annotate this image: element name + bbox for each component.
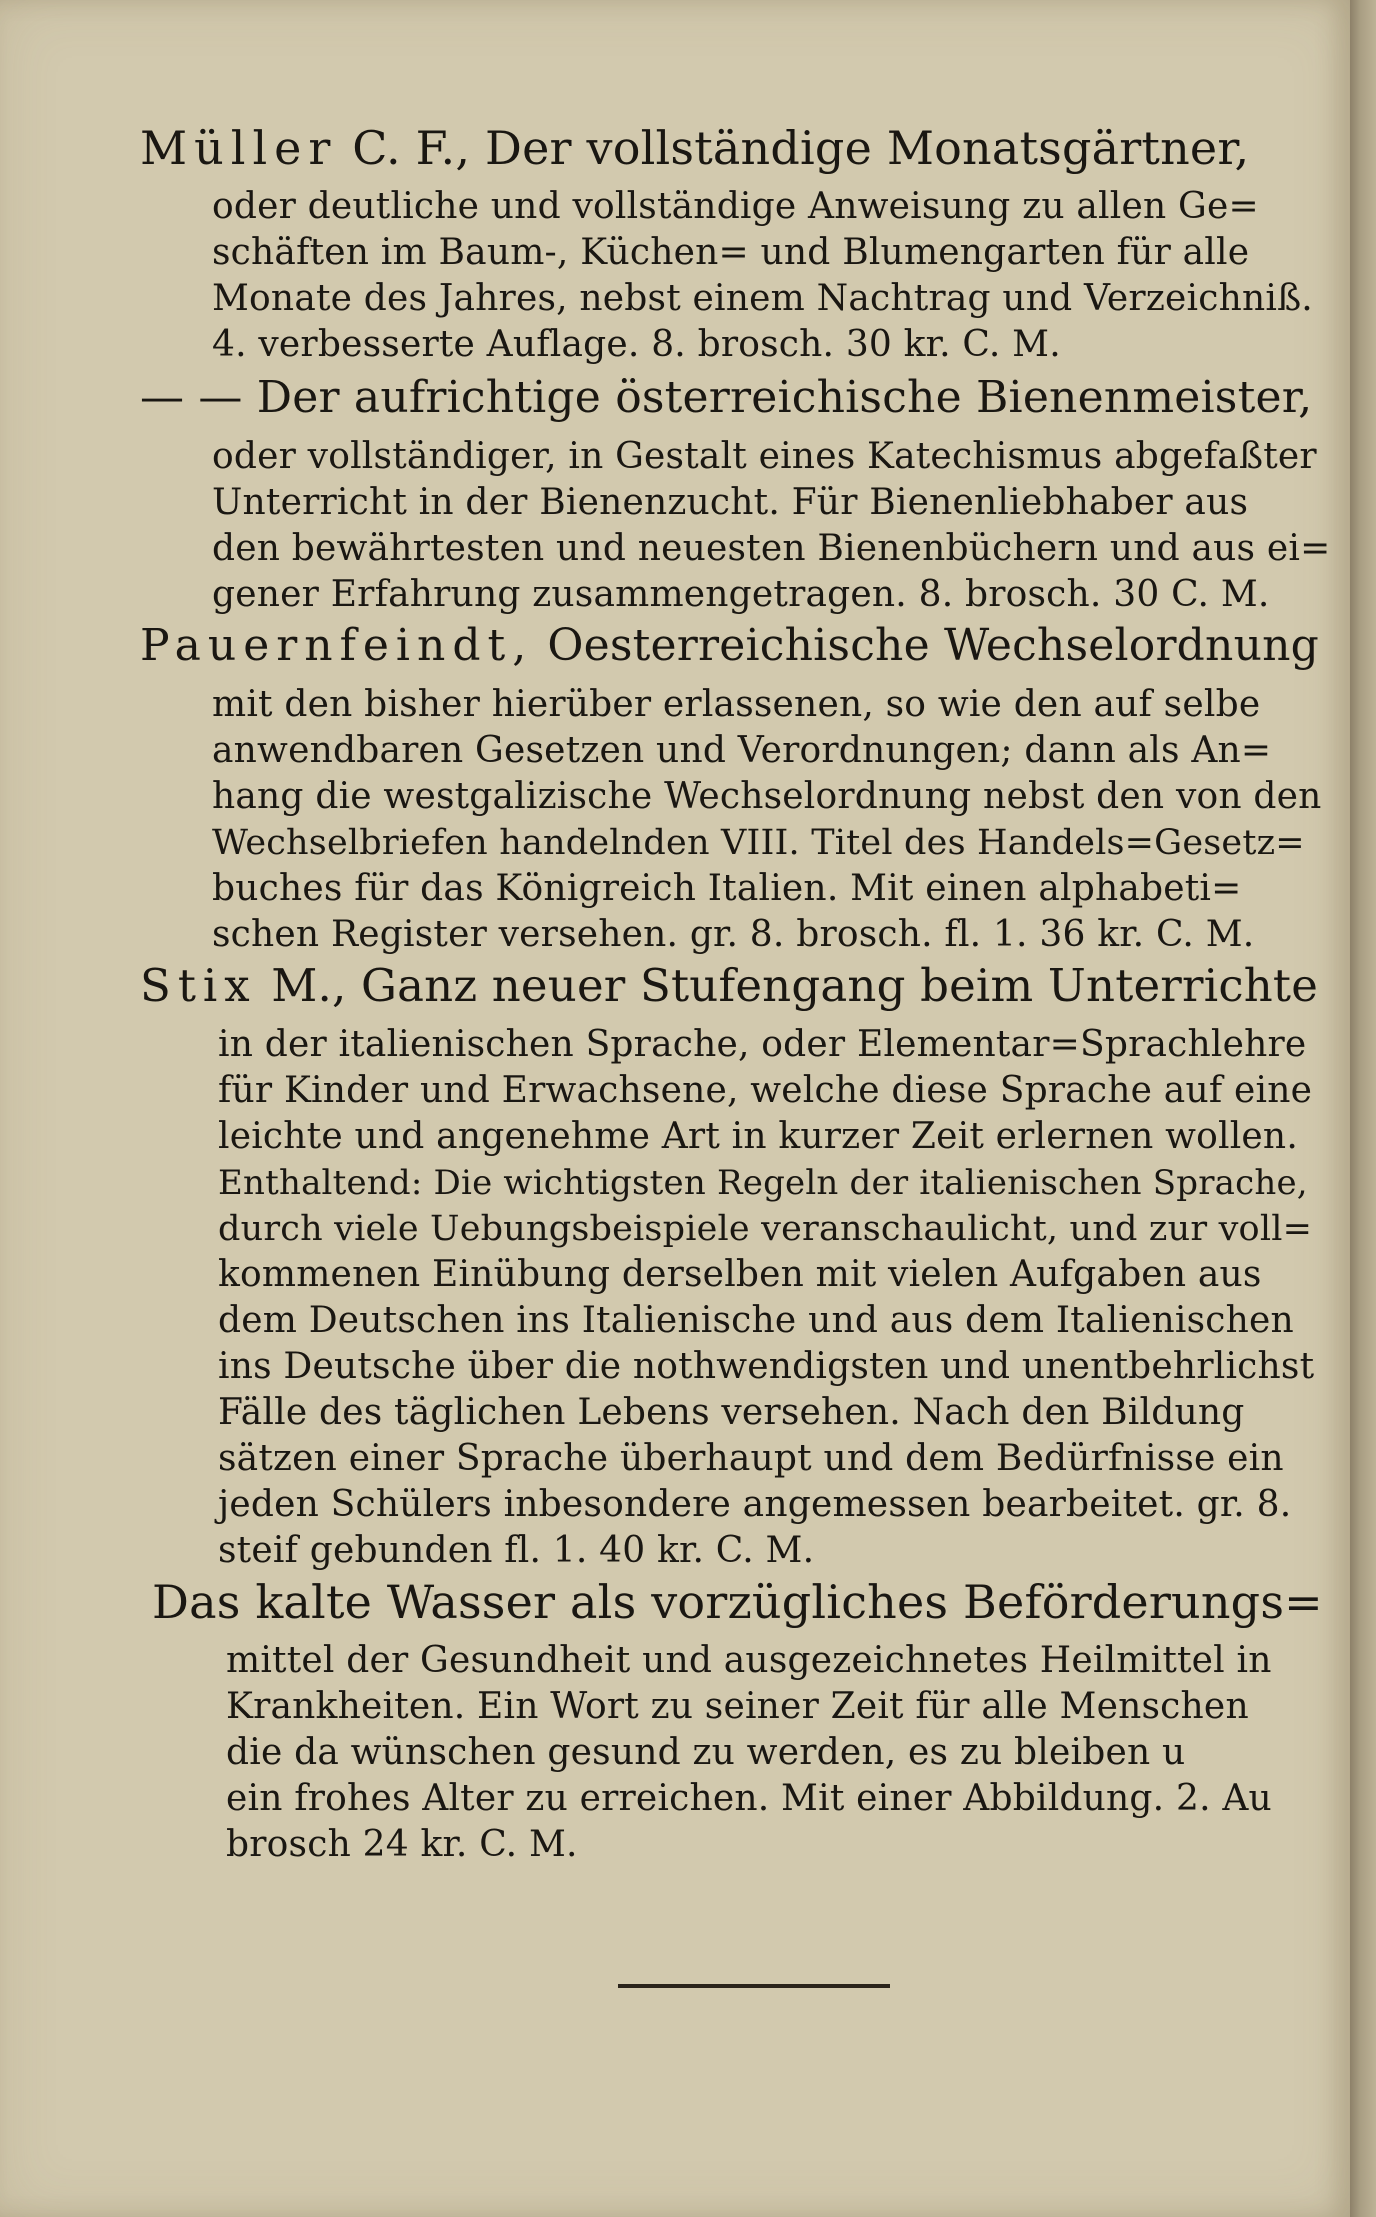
entry-line: hang die westgalizische Wechselordnung nebst den von den	[212, 776, 1322, 817]
entry-line: dem Deutschen ins Italienische und aus dem Italienischen	[218, 1300, 1294, 1341]
entry-line: Fälle des täglichen Lebens versehen. Nach den Bildung	[218, 1392, 1245, 1433]
entry-line: den bewährtesten und neuesten Bienenbüchern und aus ei=	[212, 528, 1331, 569]
entry-line: jeden Schülers inbesondere angemessen bearbeitet. gr. 8.	[218, 1484, 1292, 1525]
entry-line: mit den bisher hierüber erlassenen, so wie den auf selbe	[212, 684, 1261, 725]
entry-title: Das kalte Wasser als vorzügliches Beförderungs=	[152, 1575, 1323, 1629]
entry-heading	[152, 1576, 1323, 1628]
entry-line: Krankheiten. Ein Wort zu seiner Zeit für alle Menschen	[226, 1686, 1249, 1727]
entry-title: Der aufrichtige österreichische Bienenmeister,	[242, 372, 1313, 423]
entry-line: 4. verbesserte Auflage. 8. brosch. 30 kr. C. M.	[212, 324, 1061, 365]
entry-heading	[140, 620, 1319, 672]
entry-line: schäften im Baum-, Küchen= und Blumengarten für alle	[212, 232, 1250, 273]
entry-line: buches für das Königreich Italien. Mit einen alphabeti=	[212, 868, 1242, 909]
entry-heading	[140, 122, 1249, 174]
entry-title: C. F., Der vollständige Monatsgärtner,	[337, 121, 1250, 175]
entry-line: Enthaltend: Die wichtigsten Regeln der italienischen Sprache,	[218, 1163, 1308, 1203]
entry-line: durch viele Uebungsbeispiele veranschaulicht, und zur voll=	[218, 1209, 1313, 1249]
entry-line: mittel der Gesundheit und ausgezeichnetes Heilmittel in	[226, 1640, 1272, 1681]
entry-title: Oesterreichische Wechselordnung	[533, 620, 1320, 671]
entry-line: Monate des Jahres, nebst einem Nachtrag und Verzeichniß.	[212, 278, 1313, 319]
page-edge	[1350, 0, 1376, 2217]
entry-line: die da wünschen gesund zu werden, es zu bleiben u	[226, 1732, 1186, 1773]
entry-line: brosch 24 kr. C. M.	[226, 1824, 578, 1865]
closing-rule	[618, 1984, 890, 1988]
entry-line: schen Register versehen. gr. 8. brosch. fl. 1. 36 kr. C. M.	[212, 914, 1255, 955]
entry-author: Pauernfeindt,	[140, 620, 534, 671]
entry-line: ein frohes Alter zu erreichen. Mit einer Abbildung. 2. Au	[226, 1778, 1272, 1819]
entry-line: Unterricht in der Bienenzucht. Für Bienenliebhaber aus	[212, 482, 1249, 523]
entry-author: Stix	[140, 959, 257, 1012]
entry-author: — —	[140, 372, 243, 423]
entry-line: in der italienischen Sprache, oder Elementar=Sprachlehre	[218, 1024, 1307, 1065]
entry-line: leichte und angenehme Art in kurzer Zeit erlernen wollen.	[218, 1116, 1298, 1157]
entry-line: steif gebunden fl. 1. 40 kr. C. M.	[218, 1530, 815, 1571]
entry-line: Wechselbriefen handelnden VIII. Titel des Handels=Gesetz=	[212, 823, 1305, 863]
entry-line: für Kinder und Erwachsene, welche diese Sprache auf eine	[218, 1070, 1313, 1111]
entry-line: kommenen Einübung derselben mit vielen Aufgaben aus	[218, 1254, 1262, 1295]
entry-line: anwendbaren Gesetzen und Verordnungen; dann als An=	[212, 730, 1272, 771]
entry-heading	[140, 372, 1312, 424]
entry-line: oder deutliche und vollständige Anweisung zu allen Ge=	[212, 186, 1259, 227]
entry-heading	[140, 960, 1318, 1012]
entry-line: sätzen einer Sprache überhaupt und dem Bedürfnisse ein	[218, 1438, 1284, 1479]
entry-line: oder vollständiger, in Gestalt eines Katechismus abgefaßter	[212, 436, 1317, 477]
entry-line: ins Deutsche über die nothwendigsten und unentbehrlichst	[218, 1346, 1315, 1387]
entry-title: M., Ganz neuer Stufengang beim Unterrichte	[256, 959, 1319, 1012]
entry-author: Müller	[140, 121, 338, 175]
entry-line: gener Erfahrung zusammengetragen. 8. brosch. 30 C. M.	[212, 574, 1270, 615]
